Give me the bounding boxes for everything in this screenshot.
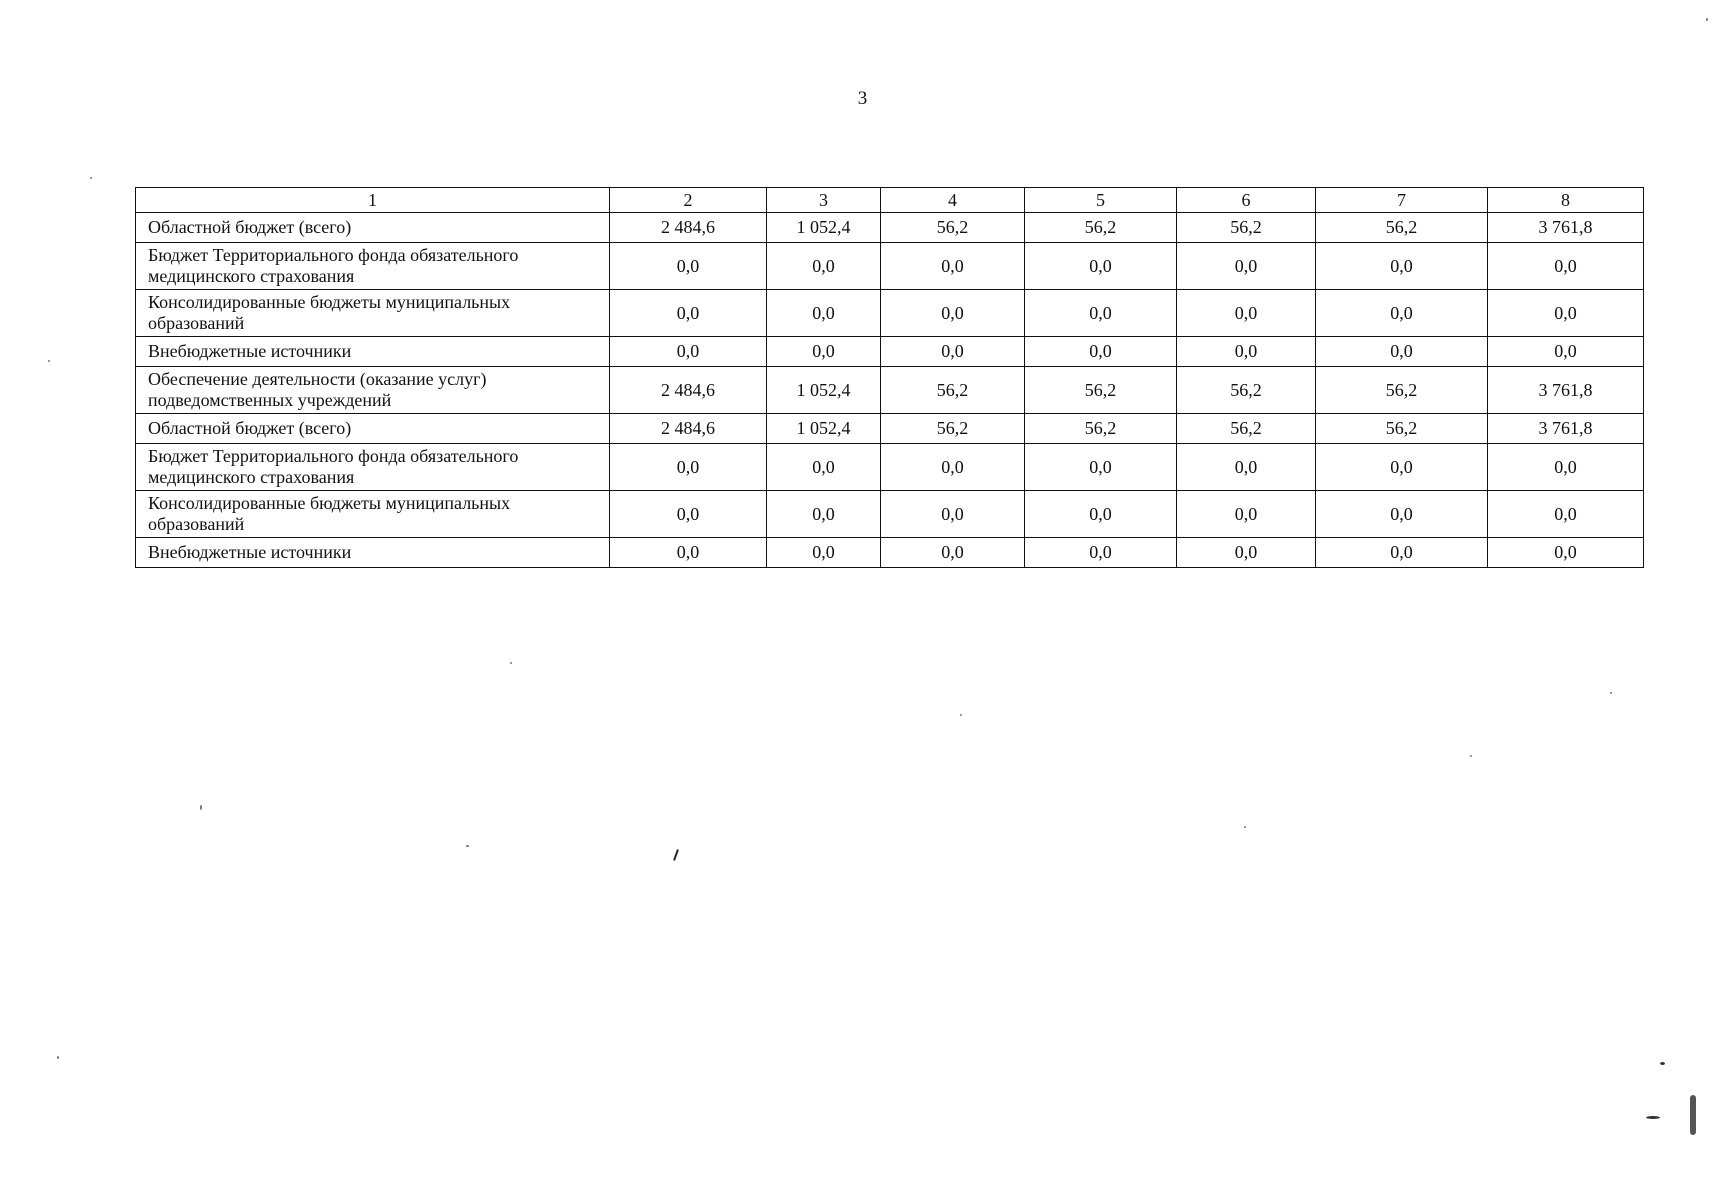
value-cell-col-8: 0,0 bbox=[1488, 444, 1644, 491]
value-cell-col-4: 0,0 bbox=[881, 538, 1025, 568]
value-cell-col-6: 56,2 bbox=[1177, 414, 1316, 444]
table-row bbox=[136, 243, 1644, 290]
value-cell-col-5: 0,0 bbox=[1025, 491, 1177, 538]
value-cell-col-4: 56,2 bbox=[881, 213, 1025, 243]
column-header-3: 3 bbox=[767, 188, 881, 213]
value-cell-col-5: 0,0 bbox=[1025, 444, 1177, 491]
value-cell-col-6: 0,0 bbox=[1177, 290, 1316, 337]
value-cell-col-6: 0,0 bbox=[1177, 538, 1316, 568]
value-cell-col-8: 0,0 bbox=[1488, 337, 1644, 367]
table-row bbox=[136, 538, 1644, 568]
value-cell-col-2: 2 484,6 bbox=[610, 414, 767, 444]
column-header-4: 4 bbox=[881, 188, 1025, 213]
value-cell-col-8: 3 761,8 bbox=[1488, 213, 1644, 243]
value-cell-col-8: 3 761,8 bbox=[1488, 414, 1644, 444]
value-cell-col-5: 56,2 bbox=[1025, 367, 1177, 414]
row-label: Бюджет Территориального фонда обязательного медицинского страхования bbox=[136, 444, 610, 491]
value-cell-col-3: 0,0 bbox=[767, 290, 881, 337]
value-cell-col-7: 56,2 bbox=[1316, 414, 1488, 444]
value-cell-col-3: 1 052,4 bbox=[767, 367, 881, 414]
value-cell-col-4: 0,0 bbox=[881, 337, 1025, 367]
value-cell-col-3: 1 052,4 bbox=[767, 414, 881, 444]
value-cell-col-3: 0,0 bbox=[767, 538, 881, 568]
value-cell-col-5: 56,2 bbox=[1025, 414, 1177, 444]
value-cell-col-5: 56,2 bbox=[1025, 213, 1177, 243]
value-cell-col-5: 0,0 bbox=[1025, 290, 1177, 337]
column-header-1: 1 bbox=[136, 188, 610, 213]
value-cell-col-2: 0,0 bbox=[610, 444, 767, 491]
table-row bbox=[136, 290, 1644, 337]
value-cell-col-3: 0,0 bbox=[767, 491, 881, 538]
row-label: Бюджет Территориального фонда обязательного медицинского страхования bbox=[136, 243, 610, 290]
value-cell-col-6: 0,0 bbox=[1177, 243, 1316, 290]
value-cell-col-3: 0,0 bbox=[767, 243, 881, 290]
value-cell-col-6: 0,0 bbox=[1177, 337, 1316, 367]
value-cell-col-4: 56,2 bbox=[881, 367, 1025, 414]
table-row bbox=[136, 444, 1644, 491]
value-cell-col-2: 0,0 bbox=[610, 538, 767, 568]
value-cell-col-6: 56,2 bbox=[1177, 213, 1316, 243]
value-cell-col-6: 0,0 bbox=[1177, 444, 1316, 491]
value-cell-col-4: 0,0 bbox=[881, 491, 1025, 538]
value-cell-col-6: 0,0 bbox=[1177, 491, 1316, 538]
budget-table bbox=[135, 187, 1644, 568]
value-cell-col-2: 0,0 bbox=[610, 290, 767, 337]
column-header-6: 6 bbox=[1177, 188, 1316, 213]
value-cell-col-7: 0,0 bbox=[1316, 290, 1488, 337]
row-label: Консолидированные бюджеты муниципальных образований bbox=[136, 290, 610, 337]
value-cell-col-7: 56,2 bbox=[1316, 367, 1488, 414]
value-cell-col-7: 0,0 bbox=[1316, 337, 1488, 367]
row-label: Обеспечение деятельности (оказание услуг) подведомственных учреждений bbox=[136, 367, 610, 414]
row-label: Внебюджетные источники bbox=[136, 337, 610, 367]
value-cell-col-7: 56,2 bbox=[1316, 213, 1488, 243]
value-cell-col-8: 0,0 bbox=[1488, 491, 1644, 538]
value-cell-col-6: 56,2 bbox=[1177, 367, 1316, 414]
row-label: Консолидированные бюджеты муниципальных образований bbox=[136, 491, 610, 538]
value-cell-col-8: 0,0 bbox=[1488, 243, 1644, 290]
table-row bbox=[136, 491, 1644, 538]
column-header-5: 5 bbox=[1025, 188, 1177, 213]
row-label: Внебюджетные источники bbox=[136, 538, 610, 568]
table-header-row bbox=[136, 188, 1644, 213]
value-cell-col-7: 0,0 bbox=[1316, 444, 1488, 491]
table-row bbox=[136, 414, 1644, 444]
value-cell-col-7: 0,0 bbox=[1316, 491, 1488, 538]
value-cell-col-2: 2 484,6 bbox=[610, 213, 767, 243]
value-cell-col-2: 0,0 bbox=[610, 491, 767, 538]
row-label: Областной бюджет (всего) bbox=[136, 414, 610, 444]
column-header-8: 8 bbox=[1488, 188, 1644, 213]
value-cell-col-7: 0,0 bbox=[1316, 243, 1488, 290]
value-cell-col-5: 0,0 bbox=[1025, 337, 1177, 367]
value-cell-col-4: 0,0 bbox=[881, 243, 1025, 290]
table-row bbox=[136, 367, 1644, 414]
column-header-7: 7 bbox=[1316, 188, 1488, 213]
value-cell-col-4: 0,0 bbox=[881, 444, 1025, 491]
value-cell-col-3: 1 052,4 bbox=[767, 213, 881, 243]
value-cell-col-5: 0,0 bbox=[1025, 243, 1177, 290]
value-cell-col-2: 0,0 bbox=[610, 337, 767, 367]
table-row bbox=[136, 337, 1644, 367]
value-cell-col-8: 0,0 bbox=[1488, 538, 1644, 568]
value-cell-col-2: 2 484,6 bbox=[610, 367, 767, 414]
value-cell-col-2: 0,0 bbox=[610, 243, 767, 290]
column-header-2: 2 bbox=[610, 188, 767, 213]
value-cell-col-7: 0,0 bbox=[1316, 538, 1488, 568]
value-cell-col-8: 0,0 bbox=[1488, 290, 1644, 337]
value-cell-col-4: 0,0 bbox=[881, 290, 1025, 337]
value-cell-col-4: 56,2 bbox=[881, 414, 1025, 444]
value-cell-col-3: 0,0 bbox=[767, 337, 881, 367]
table-row bbox=[136, 213, 1644, 243]
value-cell-col-5: 0,0 bbox=[1025, 538, 1177, 568]
row-label: Областной бюджет (всего) bbox=[136, 213, 610, 243]
value-cell-col-3: 0,0 bbox=[767, 444, 881, 491]
value-cell-col-8: 3 761,8 bbox=[1488, 367, 1644, 414]
page-number: 3 bbox=[857, 88, 868, 109]
